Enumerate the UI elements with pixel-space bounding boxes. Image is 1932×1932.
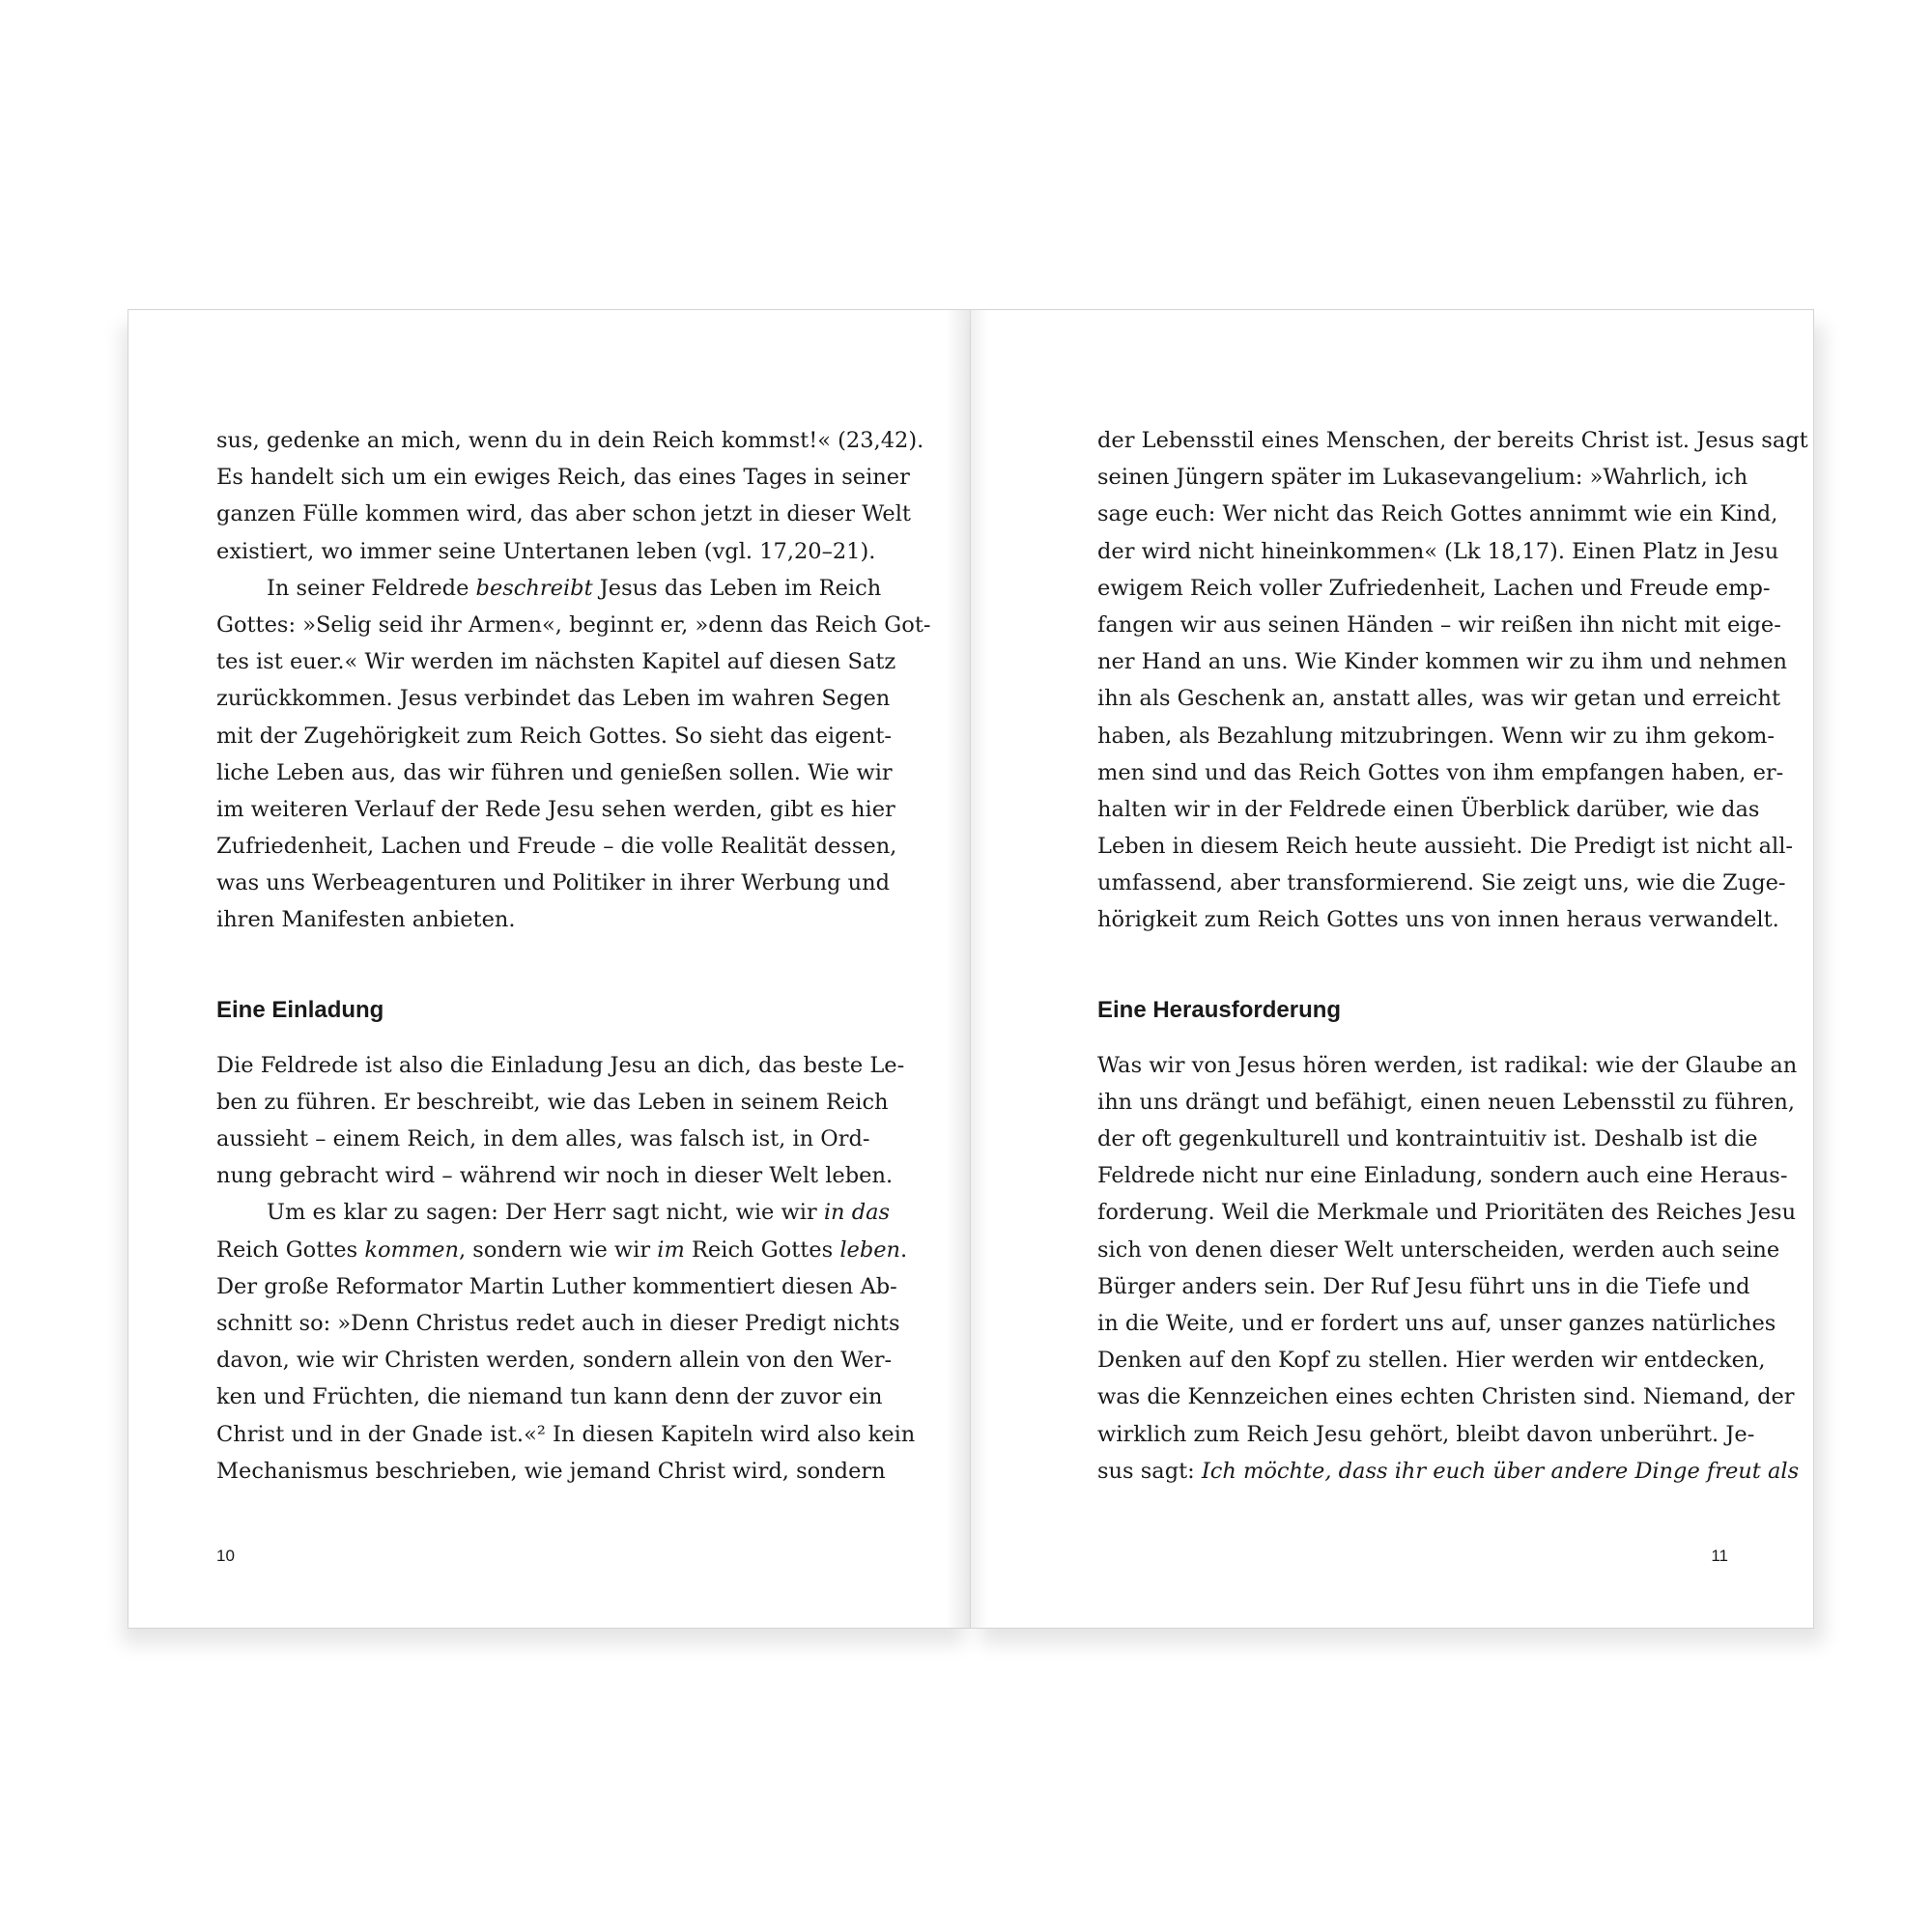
text-line: der Lebensstil eines Menschen, der bereits Christ ist. Jesus sagt [1097,428,1808,453]
text-line: Mechanismus beschrieben, wie jemand Christ wird, sondern [216,1458,886,1484]
text-line: liche Leben aus, das wir führen und genießen sollen. Wie wir [216,759,893,785]
text-line: schnitt so: »Denn Christus redet auch in dieser Predigt nichts [216,1310,900,1336]
text-line: Gottes: »Selig seid ihr Armen«, beginnt er, »denn das Reich Got- [216,611,931,638]
left-page-body [216,422,931,1490]
text-line: was uns Werbeagenturen und Politiker in ihrer Werbung und [216,870,890,896]
text-line: Es handelt sich um ein ewiges Reich, das eines Tages in seiner [216,465,910,491]
text-line: ner Hand an uns. Wie Kinder kommen wir zu ihm und nehmen [1097,649,1788,675]
text-line: men sind und das Reich Gottes von ihm empfangen haben, er- [1097,759,1784,785]
section-heading: Eine Einladung [216,996,384,1023]
text-line: ihn als Geschenk an, anstatt alles, was wir getan und erreicht [1097,686,1781,712]
text-line: seinen Jüngern später im Lukasevangelium: »Wahrlich, ich [1097,465,1748,491]
text-line: sage euch: Wer nicht das Reich Gottes annimmt wie ein Kind, [1097,501,1778,527]
text-line: In seiner Feldrede beschreibt Jesus das Leben im Reich [267,575,882,601]
text-line: fangen wir aus seinen Händen – wir reißen ihn nicht mit eige- [1097,611,1781,638]
emphasis: Ich möchte, dass ihr euch über andere Dinge freut als [1201,1458,1800,1484]
text-line: Bürger anders sein. Der Ruf Jesu führt uns in die Tiefe und [1097,1273,1750,1299]
right-page [971,309,1814,1629]
text-line: sus sagt: Ich möchte, dass ihr euch über andere Dinge freut als [1097,1458,1800,1484]
text-line: hörigkeit zum Reich Gottes uns von innen heraus verwandelt. [1097,907,1779,933]
text-line: umfassend, aber transformierend. Sie zeigt uns, wie die Zuge- [1097,870,1786,896]
text-line: ganzen Fülle kommen wird, das aber schon jetzt in dieser Welt [216,501,911,527]
text-line: sus, gedenke an mich, wenn du in dein Reich kommst!« (23,42). [216,428,924,453]
text-line: davon, wie wir Christen werden, sondern allein von den Wer- [216,1348,893,1374]
text-line: zurückkommen. Jesus verbindet das Leben im wahren Segen [216,686,891,712]
book-spread [128,309,1814,1629]
emphasis: kommen [364,1236,459,1263]
text-line: haben, als Bezahlung mitzubringen. Wenn wir zu ihm gekom- [1097,723,1775,749]
text-line: Um es klar zu sagen: Der Herr sagt nicht, wie wir in das [267,1200,891,1226]
text-line: ihren Manifesten anbieten. [216,907,516,933]
text-line: halten wir in der Feldrede einen Überblick darüber, wie das [1097,796,1760,822]
text-line: Der große Reformator Martin Luther kommentiert diesen Ab- [216,1273,897,1299]
right-page-body [1097,422,1808,1490]
text-line: mit der Zugehörigkeit zum Reich Gottes. So sieht das eigent- [216,723,892,749]
emphasis: beschreibt [475,575,593,601]
text-line: Leben in diesem Reich heute aussieht. Die Predigt ist nicht all- [1097,834,1793,860]
emphasis: leben [839,1236,901,1263]
text-line: Die Feldrede ist also die Einladung Jesu an dich, das beste Le- [216,1052,905,1078]
text-line: tes ist euer.« Wir werden im nächsten Kapitel auf diesen Satz [216,649,896,675]
text-line: ken und Früchten, die niemand tun kann denn der zuvor ein [216,1384,883,1410]
text-line: sich von denen dieser Welt unterscheiden, werden auch seine [1097,1236,1780,1263]
text-line: forderung. Weil die Merkmale und Prioritäten des Reiches Jesu [1097,1200,1797,1226]
text-line: nung gebracht wird – während wir noch in dieser Welt leben. [216,1163,894,1189]
text-line: Denken auf den Kopf zu stellen. Hier werden wir entdecken, [1097,1348,1766,1374]
text-line: Zufriedenheit, Lachen und Freude – die volle Realität dessen, [216,834,897,860]
emphasis: im [657,1236,685,1263]
text-line: was die Kennzeichen eines echten Christen sind. Niemand, der [1097,1384,1795,1410]
page-number: 10 [216,1547,235,1565]
text-line: aussieht – einem Reich, in dem alles, was falsch ist, in Ord- [216,1126,870,1151]
text-line: ihn uns drängt und befähigt, einen neuen Lebensstil zu führen, [1097,1089,1795,1115]
emphasis: in das [823,1200,891,1226]
text-line: ben zu führen. Er beschreibt, wie das Leben in seinem Reich [216,1089,889,1115]
text-line: Christ und in der Gnade ist.«² In diesen Kapiteln wird also kein [216,1421,916,1447]
text-line: existiert, wo immer seine Untertanen leben (vgl. 17,20–21). [216,538,876,564]
text-line: ewigem Reich voller Zufriedenheit, Lachen und Freude emp- [1097,575,1771,601]
text-line: in die Weite, und er fordert uns auf, unser ganzes natürliches [1097,1310,1776,1336]
text-line: Feldrede nicht nur eine Einladung, sondern auch eine Heraus- [1097,1163,1788,1189]
text-line: Was wir von Jesus hören werden, ist radikal: wie der Glaube an [1097,1052,1798,1078]
left-page [128,309,971,1629]
text-line: Reich Gottes kommen, sondern wie wir im Reich Gottes leben. [216,1236,908,1263]
text-line: wirklich zum Reich Jesu gehört, bleibt davon unberührt. Je- [1097,1421,1755,1447]
text-line: der oft gegenkulturell und kontraintuitiv ist. Deshalb ist die [1097,1126,1758,1151]
text-line: im weiteren Verlauf der Rede Jesu sehen werden, gibt es hier [216,796,895,822]
section-heading: Eine Herausforderung [1097,996,1342,1023]
text-line: der wird nicht hineinkommen« (Lk 18,17). Einen Platz in Jesu [1097,538,1779,564]
page-number: 11 [1711,1547,1728,1565]
